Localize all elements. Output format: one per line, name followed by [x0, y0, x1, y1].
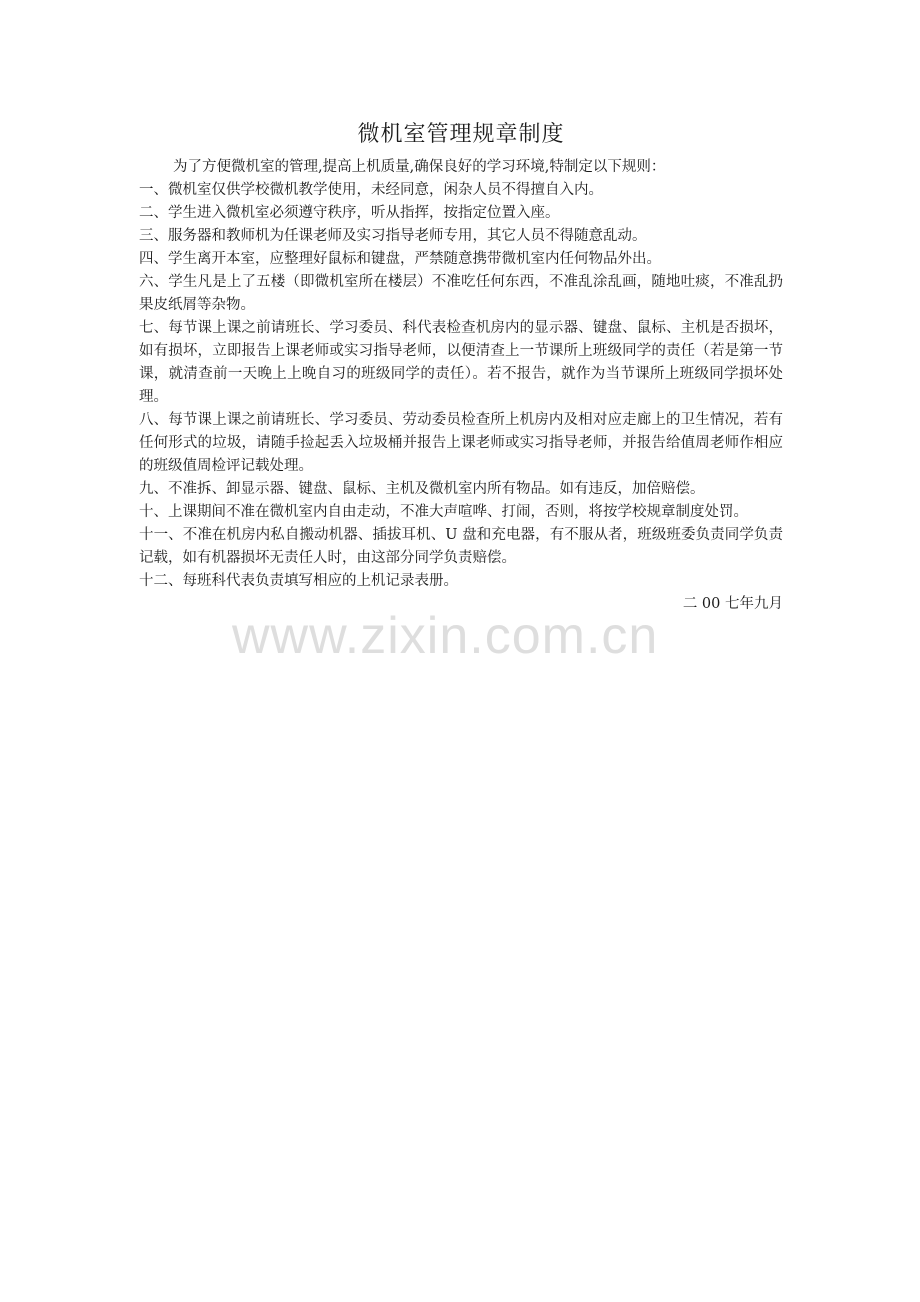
rule-item: 十、上课期间不准在微机室内自由走动，不准大声喧哗、打闹，否则，将按学校规章制度处罚。 [139, 504, 748, 520]
rule-item: 一、微机室仅供学校微机教学使用，未经同意，闲杂人员不得擅自入内。 [139, 182, 603, 198]
document-date: 二 00 七年九月 [682, 596, 783, 612]
rule-item: 七、每节课上课之前请班长、学习委员、科代表检查机房内的显示器、键盘、鼠标、主机是否损坏，如有损坏，立即报告上课老师或实习指导老师，以便清查上一节课所上班级同学的责任（若是第一节课，就清查前一天晚上上晚自习的班级同学的责任）。若不报告，就作为当节课所上班级同学损坏处理。 [139, 320, 783, 405]
rule-item: 十一、不准在机房内私自搬动机器、插拔耳机、U 盘和充电器，有不服从者，班级班委负责同学负责记载，如有机器损坏无责任人时，由这部分同学负责赔偿。 [139, 527, 783, 566]
watermark: www.zixin.com.cn [232, 607, 659, 665]
rule-item: 四、学生离开本室，应整理好鼠标和键盘，严禁随意携带微机室内任何物品外出。 [139, 251, 661, 267]
rule-item: 六、学生凡是上了五楼（即微机室所在楼层）不准吃任何东西，不准乱涂乱画，随地吐痰，不准乱扔果皮纸屑等杂物。 [139, 274, 783, 313]
rule-item: 八、每节课上课之前请班长、学习委员、劳动委员检查所上机房内及相对应走廊上的卫生情况，若有任何形式的垃圾，请随手捡起丢入垃圾桶并报告上课老师或实习指导老师，并报告给值周老师作相应的班级值周检评记载处理。 [139, 412, 783, 474]
document-intro: 为了方便微机室的管理,提高上机质量,确保良好的学习环境,特制定以下规则： [173, 159, 666, 175]
document-page [139, 118, 783, 616]
rule-item: 十二、每班科代表负责填写相应的上机记录表册。 [139, 573, 458, 589]
rule-item: 二、学生进入微机室必须遵守秩序，听从指挥，按指定位置入座。 [139, 205, 560, 221]
document-title: 微机室管理规章制度 [357, 122, 565, 147]
rule-item: 九、不准拆、卸显示器、键盘、鼠标、主机及微机室内所有物品。如有违反，加倍赔偿。 [139, 481, 705, 497]
rules-list [139, 179, 783, 593]
rule-item: 三、服务器和教师机为任课老师及实习指导老师专用，其它人员不得随意乱动。 [139, 228, 647, 244]
